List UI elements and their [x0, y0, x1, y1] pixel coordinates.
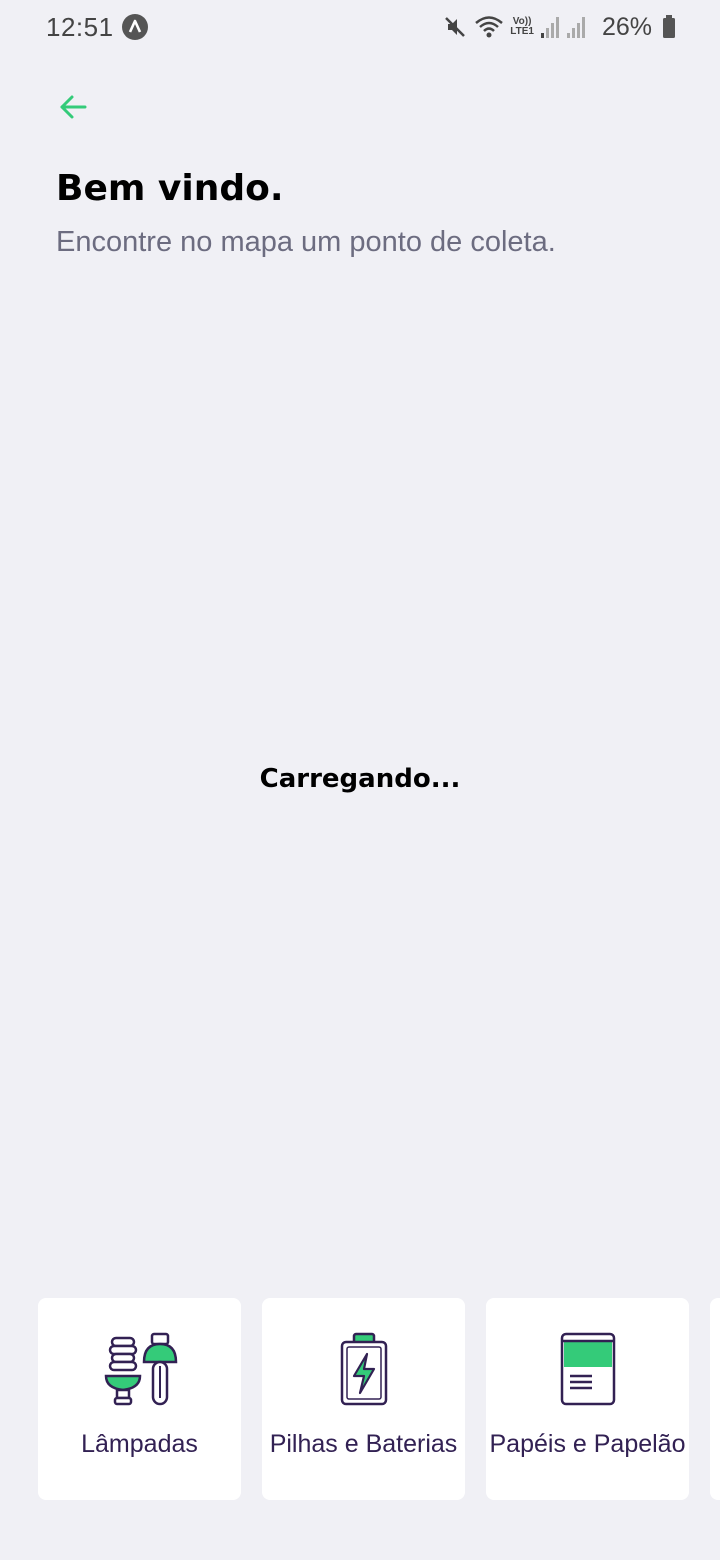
battery-percent: 26% — [601, 12, 652, 41]
lte-label: LTE1 — [510, 26, 534, 37]
category-card-papeis-papelao[interactable] — [486, 1298, 689, 1500]
category-card-pilhas-baterias[interactable] — [262, 1298, 465, 1500]
category-label: Lâmpadas — [81, 1430, 198, 1458]
signal-icon-1 — [540, 15, 560, 39]
category-label: Papéis e Papelão — [489, 1430, 686, 1458]
category-label: Pilhas e Baterias — [269, 1430, 458, 1458]
arrow-left-icon — [54, 88, 94, 128]
status-icons — [442, 10, 676, 44]
battery-icon — [662, 14, 676, 40]
lamps-icon — [100, 1332, 180, 1408]
category-list[interactable] — [38, 1298, 720, 1500]
wifi-icon — [474, 14, 504, 40]
lte-indicator — [510, 17, 534, 37]
back-button[interactable] — [54, 88, 94, 128]
page-title: Bem vindo. — [56, 168, 284, 209]
mute-icon — [442, 14, 468, 40]
category-card-partial[interactable] — [710, 1298, 720, 1500]
volte-label: Vo)) — [512, 16, 532, 27]
status-bar — [0, 0, 720, 56]
battery-icon — [336, 1332, 392, 1408]
page-subtitle: Encontre no mapa um ponto de coleta. — [56, 226, 556, 258]
app-notification-icon — [122, 14, 148, 40]
category-card-lampadas[interactable] — [38, 1298, 241, 1500]
paper-icon — [558, 1332, 618, 1408]
signal-icon-2 — [566, 15, 586, 39]
map-loading-text: Carregando... — [259, 764, 461, 794]
status-time: 12:51 — [46, 12, 114, 42]
